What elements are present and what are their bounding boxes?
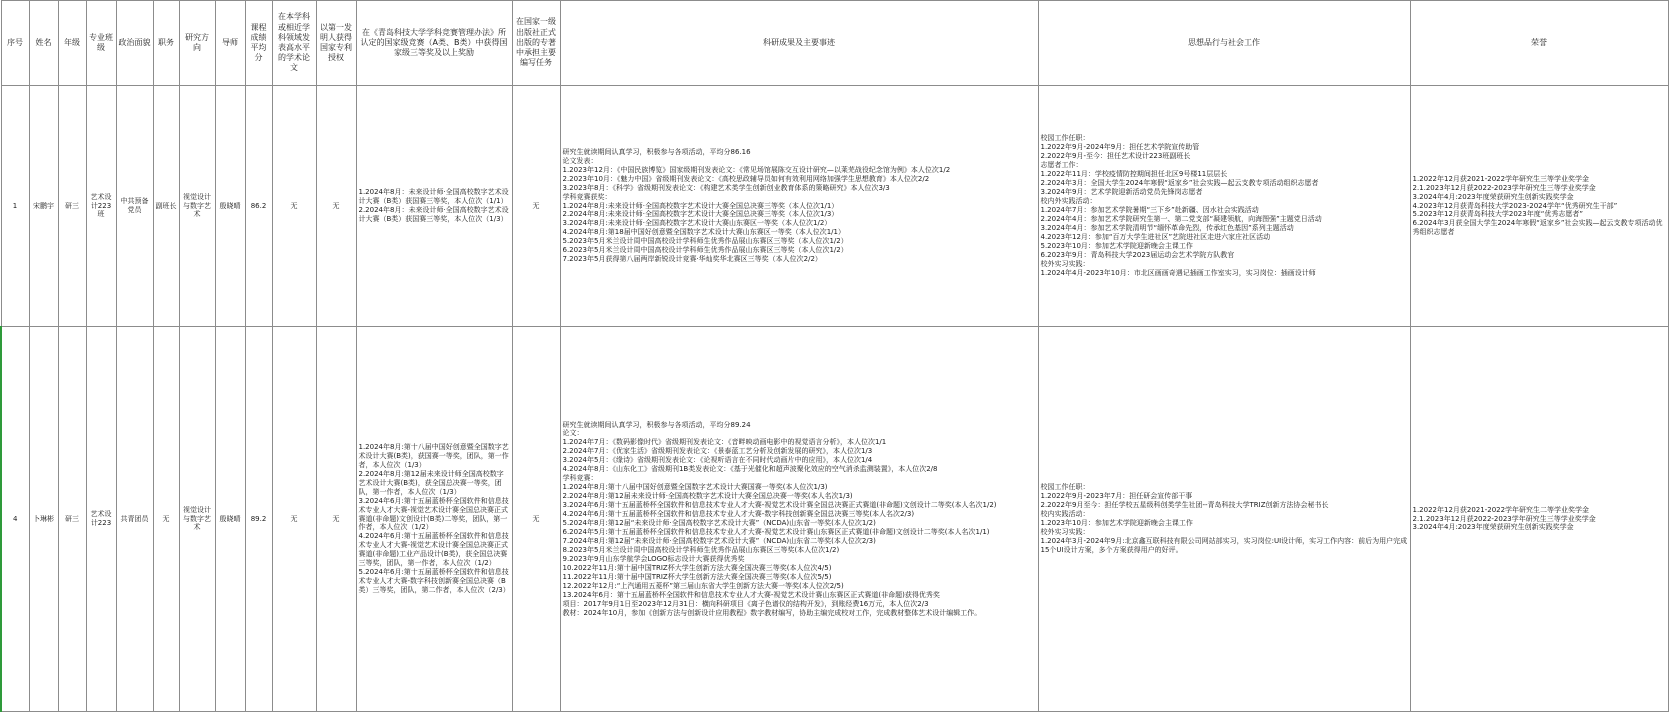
- cell-papers[interactable]: 无: [272, 86, 316, 327]
- text-line: 校外实习实践：: [1040, 259, 1090, 268]
- text-line: 学科竞赛获奖：: [562, 192, 612, 201]
- text-line: 1.2024年8月:未来设计师·全国高校数字艺术设计大赛全国总决赛三等奖（本人位次1/1）: [562, 201, 839, 210]
- text-line: 7.2023年5月获得第八届两岸新锐设计竞赛·华灿奖华北赛区三等奖（本人位次2/2）: [562, 255, 822, 264]
- header-avg-score: 课程成绩平均分: [245, 1, 272, 86]
- table-row: [1, 86, 1668, 327]
- text-line: 3.2024年9月：艺术学院迎新活动党员先锋岗志愿者: [1040, 188, 1203, 197]
- text-line: 校园工作任职：: [1040, 483, 1090, 492]
- cell-honors[interactable]: [1410, 327, 1668, 712]
- text-line: 1.2024年8月:第十八届中国好创意暨全国数字艺术设计大赛(B类)，获国赛一等奖，团队，第一作者，本人位次（1/3）: [358, 442, 509, 469]
- cell-advisor[interactable]: 殷晓晴: [215, 327, 245, 712]
- text-line: 4.2024年6月:第十五届蓝桥杯全国软件和信息技术专业人才大赛-数字科技创新赛全国总决赛三等奖(本人名次2/3): [562, 510, 915, 519]
- header-papers: 在本学科或相近学科领域发表高水平的学术论文: [272, 1, 316, 86]
- cell-papers[interactable]: 无: [272, 327, 316, 712]
- table-row: [1, 327, 1668, 712]
- cell-name[interactable]: 卜琳彬: [29, 327, 58, 712]
- cell-major-class[interactable]: 艺术设计223: [86, 327, 116, 712]
- cell-name[interactable]: 宋鹏宇: [29, 86, 58, 327]
- text-line: 2.2024年8月:第12届未来设计师·全国高校数字艺术设计大赛全国总决赛一等奖(本人名次1/3): [562, 492, 853, 501]
- text-line: 校外实习实践：: [1040, 527, 1090, 536]
- text-line: 3.2023年8月：《科学》省级期刊发表论文：《构建艺术类学生创新创业教育体系的策略研究》本人位次3/3: [562, 183, 890, 192]
- cell-competition[interactable]: [356, 86, 512, 327]
- text-line: 学科竞赛：: [562, 474, 598, 483]
- text-line: 论文发表：: [562, 156, 598, 165]
- header-advisor: 导师: [215, 1, 245, 86]
- text-line: 项目：2017年9月1日至2023年12月31日：横向科研项目《离子色谱仪的结构开发》，到账经费16万元，本人位次2/3: [562, 599, 929, 608]
- cell-seq[interactable]: 4: [1, 327, 29, 712]
- text-line: 6.2023年9月：青岛科技大学2023届运动会艺术学院方队教官: [1040, 250, 1235, 259]
- text-line: 校内实践活动：: [1040, 510, 1090, 519]
- text-line: 研究生就读期间认真学习，积极参与各项活动，平均分86.16: [562, 147, 751, 156]
- cell-grade[interactable]: 研三: [58, 327, 86, 712]
- cell-advisor[interactable]: 殷晓晴: [215, 86, 245, 327]
- header-honors: 荣誉: [1410, 1, 1668, 86]
- text-line: 2.1.2023年12月获2022-2023学年研究生三等学业奖学金: [1412, 183, 1596, 192]
- text-line: 11.2022年11月:第十届中国TRIZ杯大学生创新方法大赛全国决赛三等奖(本人位次5/5): [562, 572, 832, 581]
- cell-political[interactable]: 中共预备党员: [116, 86, 153, 327]
- text-line: 1.2024年8月：未来设计师·全国高校数字艺术设计大赛（B类）获国赛三等奖，本人位次（1/1）: [358, 188, 509, 206]
- text-line: 5.2023年10月：参加艺术学院迎新晚会主课工作: [1040, 241, 1193, 250]
- text-line: 志愿者工作：: [1040, 161, 1083, 170]
- header-position: 职务: [153, 1, 179, 86]
- cell-direction[interactable]: 视觉设计与数字艺术: [179, 327, 215, 712]
- text-line: 3.2024年8月:未来设计师·全国高校数字艺术设计大赛山东赛区一等奖（本人位次1/2）: [562, 219, 832, 228]
- cell-honors[interactable]: [1410, 86, 1668, 327]
- header-political: 政治面貌: [116, 1, 153, 86]
- header-patent: 以第一发明人获得国家专利授权: [316, 1, 356, 86]
- text-line: 5.2023年12月获青岛科技大学2023年度“优秀志愿者”: [1412, 210, 1583, 219]
- header-name: 姓名: [29, 1, 58, 86]
- text-line: 1.2024年7月：《数码影像时代》省级期刊发表论文：《音畔映动画电影中的视觉语言分析》，本人位次1/1: [562, 438, 887, 447]
- header-seq: 序号: [1, 1, 29, 86]
- text-line: 3.2024年4月：参加艺术学院清明节“缅怀革命先烈，传承红色基因”系列主题活动: [1040, 223, 1294, 232]
- text-line: 2.2024年7月：《优家生活》省级期刊发表论文：《景泰蓝工艺分析及创新发展的研究》，本人位次1/3: [562, 447, 873, 456]
- cell-direction[interactable]: 视觉设计与数字艺术: [179, 86, 215, 327]
- text-line: 4.2024年6月:第十五届蓝桥杯全国软件和信息技术专业人才大赛-视觉艺术设计赛全国总决赛正式赛道(非命题)工业产品设计(B类)，获全国总决赛三等奖，团队，第一作者，本人位次（1/2）: [358, 532, 509, 568]
- header-row: [1, 1, 1668, 86]
- text-line: 2.2022年9月-至今：担任艺术设计223班副班长: [1040, 152, 1191, 161]
- text-line: 论文：: [562, 429, 584, 438]
- text-line: 5.2024年6月:第十五届蓝桥杯全国软件和信息技术专业人才大赛-数字科技创新赛全国总决赛（B类）三等奖，团队，第二作者，本人位次（2/3）: [358, 568, 510, 595]
- text-line: 4.2024年8月：《山东化工》省级期刊1B类发表论文：《基于光催化和超声波聚化效应的空气消杀监测装置》，本人位次2/8: [562, 465, 938, 474]
- text-line: 9.2023年9月山东学航学会LOGO标志设计大赛获得优秀奖: [562, 554, 745, 563]
- text-line: 2.2024年8月:第12届未来设计师全国高校数字艺术设计大赛(B类)，获全国总决赛一等奖，团队，第一作者，本人位次（1/3）: [358, 469, 504, 496]
- cell-major-class[interactable]: 艺术设计223班: [86, 86, 116, 327]
- text-line: 校内外实践活动：: [1040, 197, 1097, 206]
- text-line: 校园工作任职：: [1040, 134, 1090, 143]
- cell-patent[interactable]: 无: [316, 86, 356, 327]
- text-line: 1.2024年3月-2024年9月:北京鑫互联科技有限公司网站部实习，实习岗位:UI设计师，实习工作内容：前后为用户完成15个UI设计方案，多个方案获得用户的好评。: [1040, 536, 1408, 554]
- text-line: 教材：2024年10月，参加《创新方法与创新设计应用教程》数字教材编写，协助主编完成校对工作，完成教材整体艺术设计编辑工作。: [562, 608, 982, 617]
- text-line: 10.2022年11月:第十届中国TRIZ杯大学生创新方法大赛全国决赛三等奖(本人位次4/5): [562, 563, 832, 572]
- cell-position[interactable]: 无: [153, 327, 179, 712]
- text-line: 2.2022年9月至今：担任学校五星级科创类学生社团--青岛科技大学TRIZ创新方法协会秘书长: [1040, 501, 1329, 510]
- cell-research[interactable]: [560, 327, 1038, 712]
- text-line: 4.2023年12月获青岛科技大学2023-2024学年“优秀研究生干部”: [1412, 201, 1618, 210]
- text-line: 13.2024年6月：第十五届蓝桥杯全国软件和信息技术专业人才大赛-视觉艺术设计赛山东赛区正式赛道(非命题)获得优秀奖: [562, 590, 940, 599]
- text-line: 2.2024年8月：未来设计师·全国高校数字艺术设计大赛（B类）获国赛三等奖，本人位次（1/3）: [358, 206, 509, 223]
- cell-avg-score[interactable]: 89.2: [245, 327, 272, 712]
- text-line: 2.2024年3月：全国大学生2024年寒假“返家乡”社会实践—起云支教专项活动组织志愿者: [1040, 179, 1319, 188]
- text-line: 5.2023年5月米兰设计周中国高校设计学科师生优秀作品展山东赛区三等奖（本人位次1/2）: [562, 237, 848, 246]
- text-line: 3.2024年6月:第十五届蓝桥杯全国软件和信息技术专业人才大赛-视觉艺术设计赛全国总决赛正式赛道(非命题)文创设计二等奖(本人名次1/2): [562, 501, 997, 510]
- text-line: 研究生就读期间认真学习，积极参与各项活动，平均分89.24: [562, 420, 751, 429]
- text-line: 6.2023年5月米兰设计周中国高校设计学科师生优秀作品展山东赛区三等奖（本人位次1/2）: [562, 246, 848, 255]
- text-line: 7.2024年8月:第12届“未来设计师·全国高校数字艺术设计大赛”（NCDA)山东省二等奖(本人位次2/3): [562, 536, 876, 545]
- text-line: 3.2024年6月:第十五届蓝桥杯全国软件和信息技术专业人才大赛-视觉艺术设计赛全国总决赛正式赛道(非命题)文创设计(B类)二等奖，团队，第一作者，本人位次（1/2）: [358, 496, 509, 532]
- cell-research[interactable]: [560, 86, 1038, 327]
- text-line: 1.2022年9月-2024年9月：担任艺术学院宣传助管: [1040, 143, 1200, 152]
- header-grade: 年级: [58, 1, 86, 86]
- header-major-class: 专业班级: [86, 1, 116, 86]
- text-line: 1.2023年10月：参加艺术学院迎新晚会主课工作: [1040, 519, 1193, 527]
- text-line: 1.2023年12月：《中国民族博览》国家级期刊发表论文：《常见场馆展陈交互设计研究—以莱芜战役纪念馆为例》本人位次1/2: [562, 165, 951, 174]
- text-line: 6.2024年3月获全国大学生2024年寒假“返家乡”社会实践—起云支教专项活动优秀组织志愿者: [1412, 219, 1663, 237]
- text-line: 1.2022年12月获2021-2022学年研究生三等学业奖学金: [1412, 174, 1590, 183]
- text-line: 1.2022年9月-2023年7月：担任研会宣传部干事: [1040, 492, 1193, 501]
- cell-patent[interactable]: 无: [316, 327, 356, 712]
- text-line: 5.2024年8月:第12届“未来设计师·全国高校数字艺术设计大赛”（NCDA)山东省一等奖(本人位次1/2): [562, 519, 876, 527]
- cell-political[interactable]: 共青团员: [116, 327, 153, 712]
- cell-competition[interactable]: [356, 327, 512, 712]
- text-line: 3.2024年4月:2023年度荣获研究生创新实践奖学金: [1412, 523, 1574, 532]
- header-conduct: 思想品行与社会工作: [1038, 1, 1410, 86]
- text-line: 4.2024年8月:第18届中国好创意暨全国数字艺术设计大赛山东赛区一等奖（本人位次1/1）: [562, 228, 845, 237]
- header-direction: 研究方向: [179, 1, 215, 86]
- cell-grade[interactable]: 研三: [58, 86, 86, 327]
- header-research: 科研成果及主要事迹: [560, 1, 1038, 86]
- text-line: 8.2023年5月米兰设计周中国高校设计学科师生优秀作品展山东赛区三等奖(本人位次1/2): [562, 545, 840, 554]
- header-monograph: 在国家一级出版社正式出版的专著中承担主要编写任务: [512, 1, 560, 86]
- cell-seq[interactable]: 1: [1, 86, 29, 327]
- text-line: 1.2024年8月:第十八届中国好创意暨全国数字艺术设计大赛国赛一等奖(本人位次1/3): [562, 483, 828, 492]
- text-line: 3.2024年4月:2023年度荣获研究生创新实践奖学金: [1412, 192, 1574, 201]
- cell-conduct[interactable]: [1038, 327, 1410, 712]
- text-line: 1.2024年7月：参加艺术学院暑期“三下乡”赴新疆、因水社会实践活动: [1040, 206, 1259, 214]
- cell-avg-score[interactable]: 86.2: [245, 86, 272, 327]
- text-line: 2.2024年4月：参加艺术学院研究生第一、第二党支部“凝建领航，向海图强”主题党日活动: [1040, 214, 1322, 223]
- text-line: 2.2023年10月：《魅力中国》省级期刊发表论文：《高校思政辅导员如何有效利用网络加强学生思想教育》本人位次2/2: [562, 174, 930, 183]
- text-line: 12.2022年12月:“上汽通用五菱杯”第三届山东省大学生创新方法大赛一等奖(本人位次2/5): [562, 581, 844, 590]
- text-line: 1.2022年12月获2021-2022学年研究生二等学业奖学金: [1412, 505, 1590, 514]
- text-line: 2.2024年8月:未来设计师·全国高校数字艺术设计大赛全国总决赛三等奖（本人位次1/3）: [562, 210, 839, 219]
- cell-monograph[interactable]: 无: [512, 327, 560, 712]
- text-line: 6.2024年5月:第十五届蓝桥杯全国软件和信息技术专业人才大赛-视觉艺术设计赛山东赛区正式赛道(非命题)文创设计二等奖(本人名次1/1): [562, 527, 990, 536]
- text-line: 2.1.2023年12月获2022-2023学年研究生三等学业奖学金: [1412, 514, 1596, 523]
- header-competition: 在《青岛科技大学学科竞赛管理办法》所认定的国家级竞赛（A类、B类）中获得国家级三等奖及以上奖励: [356, 1, 512, 86]
- text-line: 1.2022年11月：学校疫情防控期间担任北区9号楼11层层长: [1040, 170, 1228, 179]
- cell-conduct[interactable]: [1038, 86, 1410, 327]
- cell-position[interactable]: 副班长: [153, 86, 179, 327]
- text-line: 1.2024年4月-2023年10月：市北区画画奇遇记插画工作室实习，实习岗位：插画设计师: [1040, 268, 1316, 277]
- text-line: 4.2023年12月：参加“百万大学生进社区”艺院进社区走进六家庄社区活动: [1040, 232, 1271, 241]
- text-line: 3.2024年5月：《缘诗》省级期刊发表论文：《论视听语言在不同时代动画片中的应用》，本人位次1/4: [562, 456, 873, 465]
- cell-monograph[interactable]: 无: [512, 86, 560, 327]
